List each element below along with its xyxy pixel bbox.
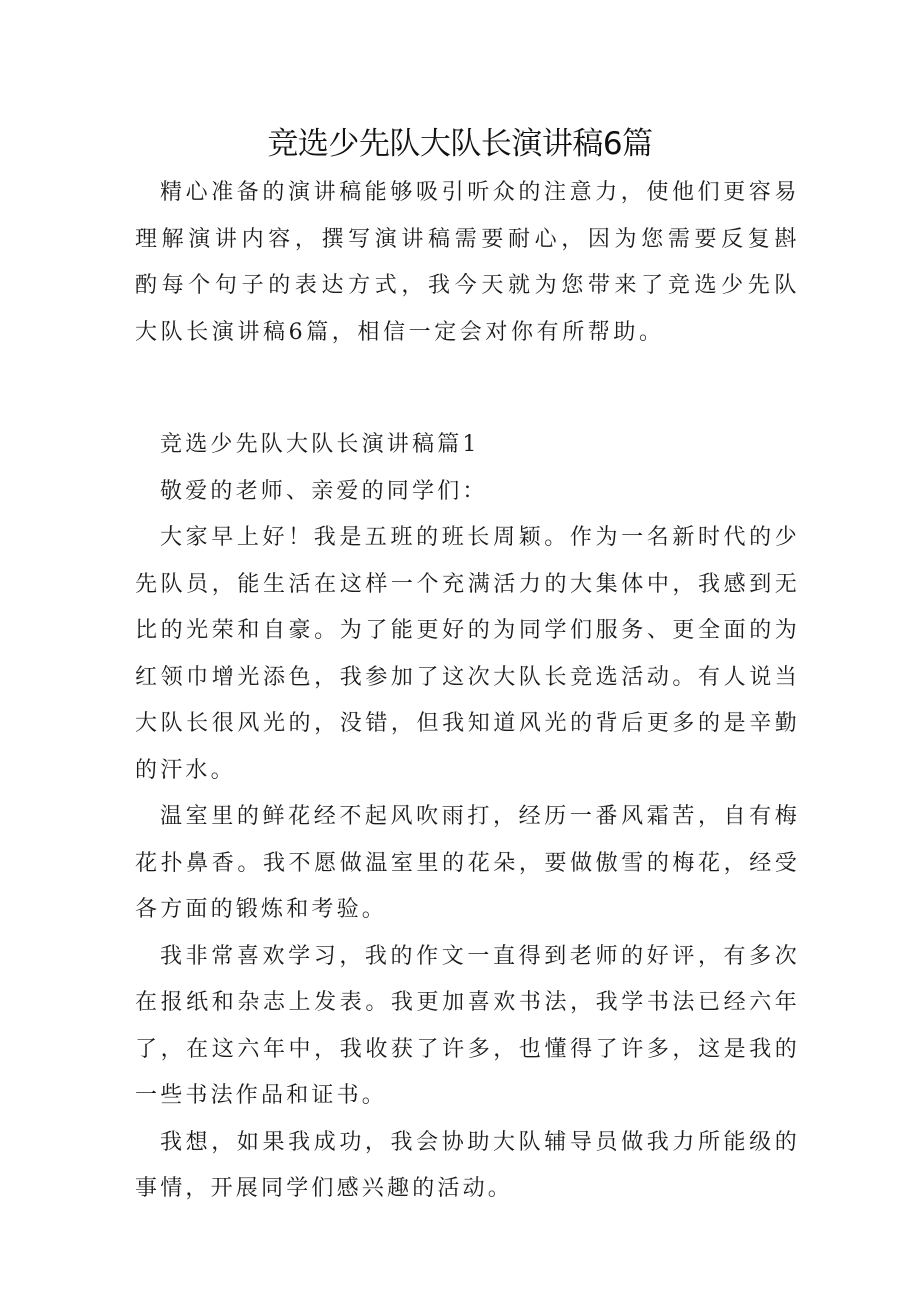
body-paragraph-3: 我非常喜欢学习，我的作文一直得到老师的好评，有多次在报纸和杂志上发表。我更加喜欢书法，我学书法已经六年了，在这六年中，我收获了许多，也懂得了许多，这是我的一些书法作品和证书。 [135,943,800,1108]
document-body [135,170,800,1213]
document-title: 竞选少先队大队长演讲稿6篇 [267,126,653,162]
intro-paragraph: 精心准备的演讲稿能够吸引听众的注意力，使他们更容易理解演讲内容，撰写演讲稿需要耐心，因为您需要反复斟酌每个句子的表达方式，我今天就为您带来了竞选少先队大队长演讲稿6篇，相信一定会对你有所帮助。 [135,180,801,345]
body-paragraph-1: 大家早上好！我是五班的班长周颖。作为一名新时代的少先队员，能生活在这样一个充满活力的大集体中，我感到无比的光荣和自豪。为了能更好的为同学们服务、更全面的为红领巾增光添色，我参加了这次大队长竞选活动。有人说当大队长很风光的，没错，但我知道风光的背后更多的是辛勤的汗水。 [135,525,800,783]
section-heading: 竞选少先队大队长演讲稿篇1 [160,432,480,457]
greeting-line: 敬爱的老师、亲爱的同学们： [160,478,488,504]
body-paragraph-2: 温室里的鲜花经不起风吹雨打，经历一番风霜苦，自有梅花扑鼻香。我不愿做温室里的花朵，要做傲雪的梅花，经受各方面的锻炼和考验。 [135,804,800,922]
body-paragraph-4: 我想，如果我成功，我会协助大队辅导员做我力所能级的事情，开展同学们感兴趣的活动。 [135,1129,800,1201]
